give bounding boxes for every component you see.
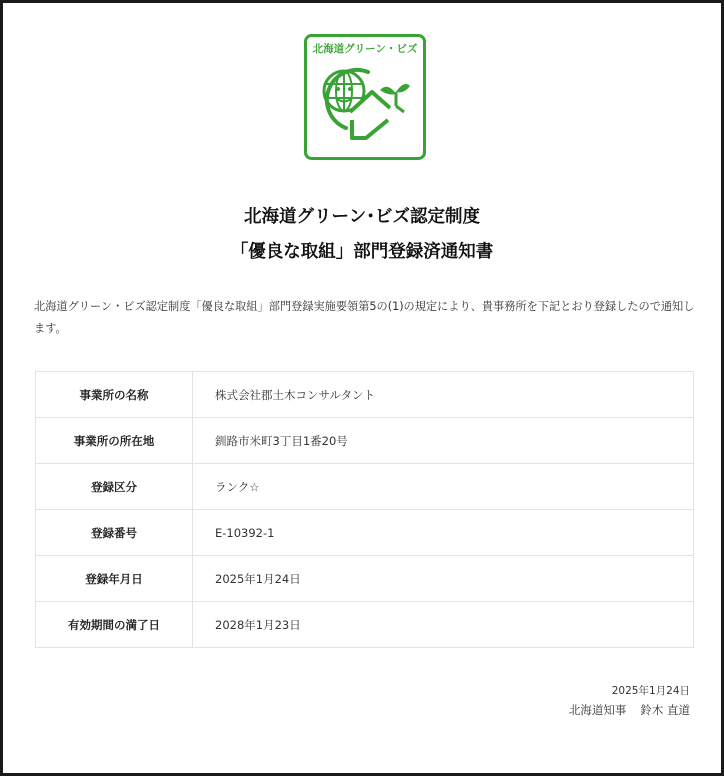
registration-details-table [35, 371, 694, 648]
issuer-name: 鈴木 直道 [640, 703, 690, 717]
row-label: 有効期間の満了日 [36, 602, 193, 648]
intro-paragraph: 北海道グリーン・ビズ認定制度「優良な取組」部門登録実施要領第5の(1)の規定により、貴事務所を下記とおり登録したので通知します。 [34, 300, 695, 335]
table-row [36, 418, 694, 464]
issuer-signature-line [569, 702, 690, 718]
row-label: 事業所の名称 [36, 372, 193, 418]
table-row [36, 556, 694, 602]
row-label: 登録年月日 [36, 556, 193, 602]
logo-lettering: 北海道グリーン・ビズ [312, 43, 418, 55]
row-value: ランク☆ [193, 464, 694, 510]
table-row [36, 602, 694, 648]
row-value: 2028年1月23日 [193, 602, 694, 648]
certificate-title: 北海道グリーン･ビズ認定制度 [244, 207, 480, 227]
table-row [36, 464, 694, 510]
green-biz-logo [304, 34, 426, 160]
row-label: 登録区分 [36, 464, 193, 510]
row-label: 登録番号 [36, 510, 193, 556]
table-row [36, 510, 694, 556]
row-value: 釧路市米町3丁目1番20号 [193, 418, 694, 464]
row-value: 株式会社郡土木コンサルタント [193, 372, 694, 418]
row-label: 事業所の所在地 [36, 418, 193, 464]
issuer-title: 北海道知事 [568, 703, 627, 717]
row-value: E-10392-1 [193, 510, 694, 556]
green-biz-logo-icon [304, 34, 426, 160]
certificate-subtitle: 「優良な取組」部門登録済通知書 [230, 242, 494, 262]
row-value: 2025年1月24日 [193, 556, 694, 602]
table-row [36, 372, 694, 418]
issue-date: 2025年1月24日 [611, 685, 690, 697]
